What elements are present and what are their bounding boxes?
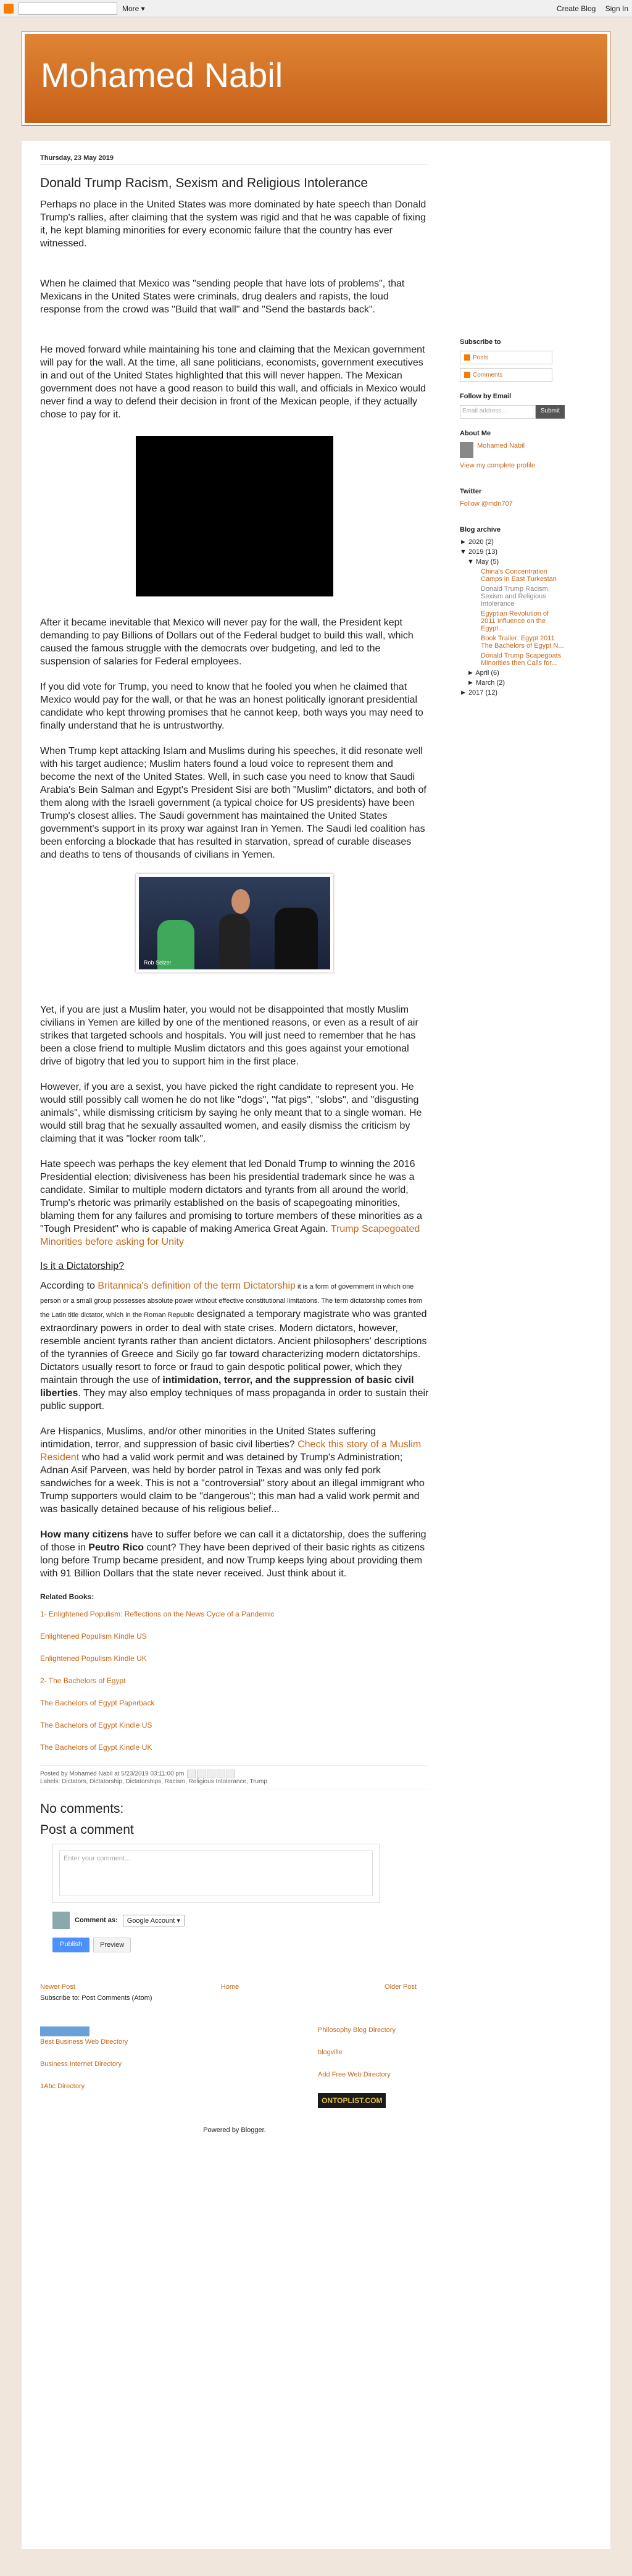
subscribe-heading: Subscribe to — [460, 338, 501, 346]
directory-link[interactable]: Business Internet Directory — [40, 2060, 122, 2068]
post-paragraph: Perhaps no place in the United States was more dominated by hate speech than Donald Trump's rallies, after claiming that the system was rigid and that he was capable of fixing it, he kept blaming minorities for every economic failure that the country has ever witnessed. — [40, 199, 426, 249]
post-paragraph: If you did vote for Trump, you need to know that he fooled you when he claimed that Mexico would pay for the wall, or that he was an honest politically ignorant presidential candidate who kept throwing promises that he cannot keep, both ways you may need to finally understand that he is untrustworthy. — [40, 682, 423, 731]
directory-link[interactable]: Best Business Web Directory — [40, 2038, 128, 2046]
archive-month[interactable]: ► March (2) — [467, 679, 505, 687]
archive-month[interactable]: ► April (6) — [467, 669, 499, 677]
email-input[interactable]: Email address... — [460, 405, 536, 419]
post-paragraph: Are Hispanics, Muslims, and/or other minorities in the United States suffering intimidation, terror, and suppression of basic civil liberties? Check this story of a Muslim Resident who had a valid work permit and was detained by Trump's Administration; Adnan Asif Parveen, was held by border patrol in Texas and was only fed pork sandwiches for a week. This is not a "controversial" story about an illegal immigrant who Trump supporters would claim to be "dangerous"; this man had a valid work permit and was basically detained because of his religious belief... — [40, 1426, 425, 1515]
photo-caption: Rob Selzer — [144, 960, 172, 966]
profile-photo[interactable] — [460, 442, 473, 458]
archive-post-current: Donald Trump Racism, Sexism and Religious Intolerance — [481, 585, 550, 608]
blog-share-icon[interactable] — [197, 1770, 206, 1778]
protest-photo[interactable] — [136, 874, 333, 972]
archive-post-link[interactable]: Book Trailer: Egypt 2011 The Bachelors of Egypt N... — [481, 635, 564, 650]
directory-links — [40, 2026, 429, 2108]
about-heading: About Me — [460, 430, 491, 437]
directory-link[interactable]: 1Abc Directory — [40, 2083, 85, 2090]
archive-year[interactable]: ► 2017 (12) — [460, 689, 498, 696]
home-link[interactable]: Home — [220, 1983, 239, 1991]
post-footer — [40, 1765, 429, 1789]
account-select[interactable]: Google Account ▾ — [123, 1915, 185, 1926]
archive-post-link[interactable]: Egyptian Revolution of 2011 Influence on the Egypt... — [481, 610, 549, 632]
twitter-heading: Twitter — [460, 488, 482, 495]
archive-heading: Blog archive — [460, 526, 501, 533]
related-book-link[interactable]: Enlightened Populism Kindle US — [40, 1632, 147, 1641]
email-share-icon[interactable] — [187, 1770, 196, 1778]
related-book-link[interactable]: The Bachelors of Egypt Kindle UK — [40, 1743, 152, 1752]
profile-link[interactable]: View my complete profile — [460, 462, 536, 469]
directory-link[interactable]: Add Free Web Directory — [318, 2071, 391, 2078]
post-title: Donald Trump Racism, Sexism and Religious Intolerance — [40, 176, 368, 190]
archive-year[interactable]: ► 2020 (2) — [460, 538, 494, 546]
comment-as-row: Comment as: Google Account ▾ — [52, 1912, 417, 1929]
post-paragraph: Hate speech was perhaps the key element that led Donald Trump to winning the 2016 Presidential election; divisiveness has been his presidential trademark since he was a candidate. Similar to multiple modern dictators and tyrants from all around the world, Trump's rhetoric was primarily established on the basis of scapegoating minorities, blaming them for any failures and promising to torture members of these minorities as a "Tough President" who is capable of making America Great Again. Trump Scapegoated Minorities before asking for Unity — [40, 1159, 422, 1247]
britannica-link[interactable]: Britannica's definition of the term Dictatorship — [98, 1281, 296, 1291]
post-pager — [40, 1983, 417, 1991]
ontoplist-badge[interactable]: ONTOPLIST.COM — [318, 2093, 386, 2108]
related-book-link[interactable]: 1- Enlightened Populism: Reflections on the News Cycle of a Pandemic — [40, 1610, 275, 1618]
rss-icon — [464, 372, 470, 378]
sign-in-link[interactable]: Sign In — [605, 4, 628, 13]
related-book-link[interactable]: Enlightened Populism Kindle UK — [40, 1654, 147, 1663]
post-paragraph: He moved forward while maintaining his tone and claiming that the Mexican government will pay for the wall. At the time, all sane politicians, economists, government executives in and out of the United States highlighted that this will never happen. The Mexican government does not have a good reason to build this wall, and officials in Mexico would never find a way to defend their decision in front of the Mexican people, if they actually chose to pay for it. — [40, 345, 426, 420]
blogger-navbar — [0, 0, 632, 17]
blogger-logo-icon[interactable] — [4, 4, 14, 14]
related-books-heading: Related Books: — [40, 1592, 94, 1601]
facebook-share-icon[interactable] — [217, 1770, 225, 1778]
create-blog-link[interactable]: Create Blog — [556, 4, 596, 13]
twitter-share-icon[interactable] — [207, 1770, 215, 1778]
navbar-search-input[interactable] — [19, 2, 117, 15]
post-date: Thursday, 23 May 2019 — [40, 154, 429, 165]
twitter-follow-link[interactable]: Follow @mdn707 — [460, 500, 513, 508]
avatar — [52, 1912, 70, 1929]
related-books-list — [40, 1610, 429, 1752]
archive-post-link[interactable]: China's Concentration Camps in East Turkestan — [481, 568, 557, 583]
muslim-resident-link[interactable]: Check this story of a Muslim Resident — [40, 1439, 422, 1463]
follow-email-heading: Follow by Email — [460, 393, 512, 400]
dictatorship-subheading: Is it a Dictatorship? — [40, 1261, 125, 1271]
comments-feed-select[interactable]: Comments — [460, 368, 552, 382]
directory-link[interactable]: blogville — [318, 2049, 343, 2056]
preview-button[interactable]: Preview — [93, 1938, 131, 1952]
rss-icon — [464, 354, 470, 361]
publish-button[interactable]: Publish — [52, 1938, 89, 1952]
posts-feed-select[interactable]: Posts — [460, 351, 552, 364]
comment-textarea[interactable]: Enter your comment... — [59, 1850, 373, 1896]
newer-post-link[interactable]: Newer Post — [40, 1983, 75, 1991]
no-comments-heading: No comments: — [40, 1802, 124, 1816]
more-menu[interactable]: More ▾ — [122, 4, 145, 13]
comment-form — [52, 1844, 380, 1903]
related-book-link[interactable]: The Bachelors of Egypt Kindle US — [40, 1721, 152, 1729]
older-post-link[interactable]: Older Post — [385, 1983, 417, 1991]
post-paragraph: After it became inevitable that Mexico will never pay for the wall, the President kept demanding to pay Billions of Dollars out of the Federal budget to build this wall, which caused the famous struggle with the democrats over budgeting, and led to the suspension of salaries for Federal employees. — [40, 617, 414, 667]
pinterest-share-icon[interactable] — [227, 1770, 235, 1778]
post-labels[interactable]: Labels: Dictators, Dictatorship, Dictatorships, Racism, Religious Intolerance, Trump — [40, 1778, 267, 1785]
archive-month[interactable]: ▼ May (5) — [467, 558, 499, 566]
related-book-link[interactable]: The Bachelors of Egypt Paperback — [40, 1699, 155, 1707]
blog-title[interactable]: Mohamed Nabil — [41, 56, 283, 94]
post-paragraph: Yet, if you are just a Muslim hater, you would not be disappointed that mostly Muslim civilians in Yemen are killed by one of the mentioned reasons, or even as a result of air strikes that targeted schools and hospitals. You will just need to remember that he has been a close friend to multiple Muslim dictators and this goes against your emotional drive of bigotry that led you to support him in the first place. — [40, 1005, 418, 1067]
sidebar — [460, 154, 565, 2524]
subscribe-comments[interactable]: Subscribe to: Post Comments (Atom) — [40, 1994, 152, 2002]
post-paragraph: However, if you are a sexist, you have picked the right candidate to represent you. He would still possibly call women he do not like "dogs", "fat pigs", "slobs", and "disgusting animals", while dismissing criticism by saying he only meant that to a single woman. He would still brag that he sexually assaulted women, and easily dismiss the criticism by claiming that it was "locker room talk". — [40, 1082, 422, 1144]
related-book-link[interactable]: 2- The Bachelors of Egypt — [40, 1676, 126, 1685]
archive-post-link[interactable]: Donald Trump Scapegoats Minorities then Calls for... — [481, 652, 562, 667]
archive-year[interactable]: ▼ 2019 (13) — [460, 548, 498, 556]
blog-archive — [460, 538, 565, 696]
powered-by[interactable]: Powered by Blogger. — [203, 2126, 266, 2134]
post-paragraph: According to Britannica's definition of the term Dictatorship it is a form of government in which one person or a small group possesses absolute power without effective constitutional limitations. The term dictatorship comes from the Latin title dictator, which in the Roman Republic designated a temporary magistrate who was granted extraordinary powers in order to deal with state crises. Modern dictators, however, resemble ancient tyrants rather than ancient dictators. Ancient philosophers' descriptions of the tyrannies of Greece and Sicily go far toward characterizing modern dictatorships. Dictators usually resort to force or fraud to gain despotic political power, which they maintain through the use of intimidation, terror, and the suppression of basic civil liberties. They may also employ techniques of mass propaganda in order to sustain their public support. — [40, 1281, 429, 1411]
directory-link[interactable]: Philosophy Blog Directory — [318, 2026, 396, 2034]
posted-by[interactable]: Posted by Mohamed Nabil at 5/23/2019 03:11:00 pm — [40, 1770, 185, 1778]
post-paragraph: How many citizens have to suffer before we can call it a dictatorship, does the suffering of those in Peutro Rico count? They have been deprived of their basic rights as citizens long before Trump became president, and now Trump keeps lying about providing them with 91 Billion Dollars that the state never received. Just think about it. — [40, 1529, 426, 1579]
post-comment-heading: Post a comment — [40, 1823, 134, 1837]
embedded-video[interactable] — [136, 436, 333, 596]
main-column — [40, 154, 429, 2524]
email-submit-button[interactable]: Submit — [536, 405, 565, 419]
blog-header — [22, 31, 610, 126]
post-paragraph: When he claimed that Mexico was "sending people that have lots of problems", that Mexicans in the United States were criminals, drug dealers and rapists, the loud response from the crowd was "Build that wall" and "Send the bastards back". — [40, 278, 405, 315]
scapegoat-link[interactable]: Trump Scapegoated Minorities before asking for Unity — [40, 1224, 420, 1247]
listed-badge[interactable] — [40, 2026, 89, 2036]
author-name-link[interactable]: Mohamed Nabil — [477, 442, 525, 450]
post-paragraph: When Trump kept attacking Islam and Muslims during his speeches, it did resonate well with his target audience; Muslim haters found a loud voice to represent them and become the next of the United States. Well, in such case you need to know that Saudi Arabia's Bein Salman and Egypt's President Sisi are both "Muslim" dictators, and both of them along with the Israeli government (a typical choice for US presidents) have been Trump's closest allies. The Saudi government has maintained the United States government's support in its proxy war against Iran in Yemen. The Saudi led coalition has been enforcing a blockade that has resulted in starvation, spread of curable diseases and deaths to tens of thousands of civilians in Yemen. — [40, 746, 426, 860]
